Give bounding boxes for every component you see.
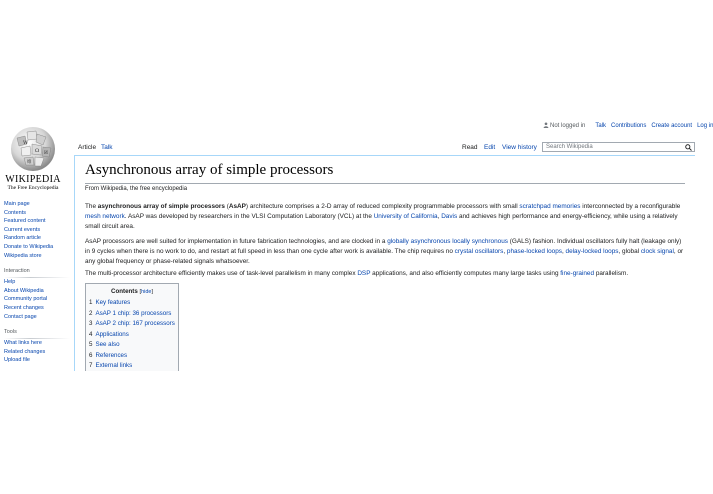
sidebar-item-upload-file[interactable]: Upload file — [4, 357, 30, 364]
bold-term: AsAP — [228, 203, 246, 210]
site-subtitle: From Wikipedia, the free encyclopedia — [85, 186, 188, 192]
link-crystal-oscillators[interactable]: crystal oscillators — [454, 248, 504, 255]
paragraph-intro — [85, 202, 687, 232]
text: AsAP processors are well suited for implementation in future fabrication technologies, and are clocked in a — [85, 238, 388, 245]
link-mesh-network[interactable]: mesh network — [85, 213, 125, 220]
sidebar-item-contact-page[interactable]: Contact page — [4, 313, 37, 320]
text: and achieves high performance and energy-efficiency, while using a relatively small circuit area. — [85, 213, 678, 230]
svg-text:Ω: Ω — [35, 148, 40, 154]
toc-title: Contents [hide] — [110, 288, 153, 295]
link-phase-locked-loops[interactable]: phase-locked loops — [506, 248, 562, 255]
link-dsp[interactable]: DSP — [357, 270, 371, 277]
text: , — [561, 248, 566, 255]
sidebar-item-recent-changes[interactable]: Recent changes — [4, 304, 44, 311]
search-input[interactable] — [542, 142, 695, 152]
toc-heading: Contents — [110, 288, 138, 295]
paragraph-parallelism — [85, 269, 687, 279]
sidebar-item-about[interactable]: About Wikipedia — [4, 287, 44, 294]
logo-tagline: The Free Encyclopedia — [7, 185, 59, 191]
search-placeholder: Search Wikipedia — [546, 144, 593, 150]
search-icon[interactable] — [685, 144, 692, 151]
tab-read[interactable]: Read — [462, 140, 478, 156]
sidebar-item-random-article[interactable]: Random article — [4, 235, 41, 242]
sidebar-heading-tools: Tools — [4, 329, 17, 336]
wikipedia-logo[interactable] — [0, 122, 70, 192]
puzzle-globe-icon — [9, 124, 57, 174]
svg-text:W: W — [23, 140, 29, 146]
sidebar-item-donate[interactable]: Donate to Wikipedia — [4, 243, 54, 250]
toc-label: AsAP 2 chip: 167 processors — [95, 320, 175, 327]
sidebar-item-contents[interactable]: Contents — [4, 209, 27, 216]
sidebar — [4, 200, 70, 365]
log-in-link[interactable]: Log in — [697, 123, 713, 129]
sidebar-main-nav — [4, 200, 70, 260]
sidebar-item-what-links-here[interactable]: What links here — [4, 340, 42, 347]
svg-text:維: 維 — [27, 160, 32, 165]
tab-article[interactable]: Article — [78, 140, 96, 156]
toc-entry[interactable] — [89, 362, 132, 369]
sidebar-item-current-events[interactable]: Current events — [4, 226, 41, 233]
toc-hide-toggle[interactable]: hide — [141, 289, 152, 295]
text: , — [503, 248, 507, 255]
toc-number: 3 — [89, 320, 93, 327]
toc-label: AsAP 1 chip: 36 processors — [95, 309, 172, 317]
sidebar-interaction-nav — [4, 278, 70, 321]
user-icon — [543, 122, 549, 128]
page-bottom-blank — [0, 371, 695, 494]
link-clock-signal[interactable]: clock signal — [640, 248, 674, 255]
toc-entry[interactable] — [89, 310, 171, 317]
not-logged-in — [543, 123, 590, 129]
view-tabs — [462, 140, 542, 156]
tab-view-history[interactable]: View history — [502, 144, 537, 151]
text: , global — [618, 248, 641, 255]
text: ( — [224, 203, 229, 210]
toc-label: Applications — [95, 330, 129, 338]
link-delay-locked-loops[interactable]: delay-locked loops — [565, 248, 619, 255]
logo-wordmark: WIKIPEDIA — [5, 174, 61, 185]
page-title: Asynchronous array of simple processors — [85, 162, 334, 178]
toc-number: 6 — [89, 351, 93, 359]
text: The multi-processor architecture efficiently makes use of task-level parallelism in many complex — [85, 270, 358, 277]
title-divider — [85, 183, 685, 184]
sidebar-item-help[interactable]: Help — [4, 279, 16, 286]
toc-number: 1 — [89, 299, 93, 306]
sidebar-item-community-portal[interactable]: Community portal — [4, 296, 48, 303]
sidebar-item-related-changes[interactable]: Related changes — [4, 348, 46, 355]
link-university-of-california[interactable]: University of California — [373, 213, 438, 220]
link-gals[interactable]: globally asynchronous locally synchronous — [387, 238, 508, 245]
toc-entry[interactable] — [89, 341, 120, 348]
text: ) architecture comprises a 2-D array of reduced complexity programmable processors with small — [245, 203, 520, 210]
toc-entry[interactable] — [89, 320, 175, 327]
text: applications, and also efficiently computes many large tasks using — [370, 270, 561, 277]
sidebar-tools-nav — [4, 339, 70, 365]
toc-number: 4 — [89, 330, 93, 338]
toc-number: 2 — [89, 309, 93, 317]
link-scratchpad-memories[interactable]: scratchpad memories — [519, 203, 581, 210]
text: interconnected by a reconfigurable — [580, 203, 681, 210]
svg-text:И: И — [44, 151, 48, 156]
toc-entry[interactable] — [89, 299, 130, 306]
table-of-contents — [85, 283, 179, 373]
toc-label: Key features — [95, 299, 131, 306]
link-fine-grained[interactable]: fine-grained — [560, 270, 595, 277]
tab-talk[interactable]: Talk — [101, 144, 113, 151]
text: , — [437, 213, 442, 220]
talk-link[interactable]: Talk — [595, 123, 607, 129]
personal-tools — [543, 122, 713, 134]
create-account-link[interactable]: Create account — [651, 123, 693, 129]
text: , or any global frequency or phase-related signals whatsoever. — [85, 248, 684, 265]
tab-edit[interactable]: Edit — [484, 144, 496, 151]
toc-number: 7 — [89, 362, 93, 369]
link-davis[interactable]: Davis — [441, 213, 458, 220]
toc-entry[interactable] — [89, 331, 129, 338]
toc-number: 5 — [89, 341, 93, 348]
sidebar-item-main-page[interactable]: Main page — [4, 201, 30, 207]
sidebar-item-store[interactable]: Wikipedia store — [4, 252, 42, 259]
sidebar-heading-interaction: Interaction — [4, 268, 30, 275]
namespace-tabs — [78, 140, 138, 156]
paragraph-gals — [85, 237, 687, 267]
toc-label: References — [95, 351, 128, 359]
not-logged-in-label: Not logged in — [550, 123, 586, 129]
text: parallelism. — [594, 270, 629, 277]
article-content — [74, 155, 695, 371]
toc-label: External links — [95, 362, 133, 369]
toc-label: See also — [95, 341, 120, 348]
text: The — [85, 203, 98, 210]
bold-term: asynchronous array of simple processors — [97, 203, 225, 210]
text: (GALS) fashion. Individual oscillators fully halt (leakage only) in 9 cycles when there is no work to do, and restart at full speed in less than one cycle after work is available. The chip requires no — [85, 238, 682, 255]
toc-entry[interactable] — [89, 352, 127, 359]
contributions-link[interactable]: Contributions — [611, 123, 647, 129]
sidebar-item-featured-content[interactable]: Featured content — [4, 218, 46, 225]
text: . AsAP was developed by researchers in the VLSI Computation Laboratory (VCL) at the — [124, 213, 374, 220]
